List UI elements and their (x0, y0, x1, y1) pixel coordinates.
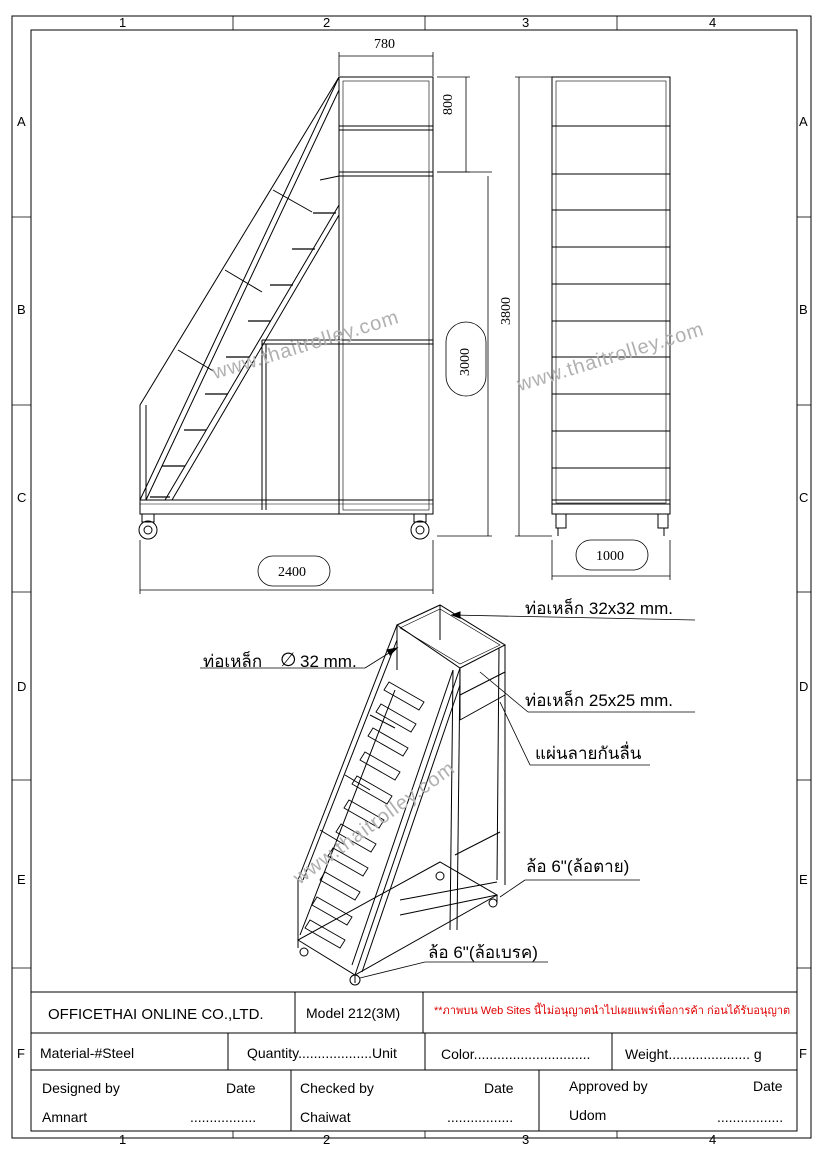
watermark-side-view: www.thaitrolley.com (209, 306, 402, 385)
checked-by-name: Chaiwat (300, 1109, 351, 1125)
approved-by-name: Udom (569, 1107, 607, 1123)
grid-row-b-left: B (17, 302, 26, 317)
model-label: Model 212(3M) (306, 1005, 401, 1021)
designed-date-label: Date (226, 1080, 256, 1096)
grid-row-f-right: F (799, 1046, 807, 1061)
dim-total-length: 2400 (278, 565, 306, 580)
watermark-iso-view: www.thaitrolley.com (289, 757, 460, 889)
color-field: Color.............................. (441, 1046, 591, 1062)
grid-row-b-right: B (799, 302, 808, 317)
approved-date-label: Date (753, 1078, 783, 1094)
callout-tube-round-prefix: ท่อเหล็ก (203, 652, 263, 671)
approved-date-value: ................. (717, 1109, 784, 1125)
designed-by-label: Designed by (42, 1080, 120, 1096)
dim-top-height: 800 (441, 94, 456, 115)
diameter-icon: ∅ (280, 650, 297, 671)
callout-tube-25x25: ท่อเหล็ก 25x25 mm. (525, 691, 673, 710)
dim-total-height: 3800 (499, 297, 514, 325)
grid-row-e-left: E (17, 872, 26, 887)
grid-row-a-right: A (799, 114, 808, 129)
grid-col-2-bottom: 2 (323, 1132, 331, 1147)
grid-row-c-left: C (17, 490, 27, 505)
dim-side-width: 1000 (596, 549, 624, 564)
inner-frame (31, 30, 797, 1131)
callout-tube-round-size: 32 mm. (300, 652, 357, 671)
quantity-field: Quantity...................Unit (247, 1045, 397, 1061)
grid-row-d-right: D (799, 679, 809, 694)
approved-by-label: Approved by (569, 1078, 648, 1094)
grid-col-1-top: 1 (119, 15, 127, 30)
checked-date-label: Date (484, 1080, 514, 1096)
grid-col-4-top: 4 (709, 15, 717, 30)
callout-wheel-fixed: ล้อ 6"(ล้อตาย) (526, 857, 630, 876)
checked-date-value: ................. (447, 1109, 514, 1125)
iso-view (200, 605, 695, 985)
watermark-front-view: www.thaitrolley.com (514, 318, 707, 397)
grid-row-d-left: D (17, 679, 27, 694)
grid-row-c-right: C (799, 490, 809, 505)
front-view (552, 77, 670, 536)
grid-col-3-bottom: 3 (522, 1132, 530, 1147)
company-name: OFFICETHAI ONLINE CO.,LTD. (48, 1006, 264, 1023)
material-field: Material-#Steel (40, 1045, 135, 1061)
callout-anti-slip: แผ่นลายกันลื่น (535, 744, 642, 763)
grid-col-1-bottom: 1 (119, 1132, 127, 1147)
dim-top-width: 780 (374, 37, 395, 52)
grid-col-4-bottom: 4 (709, 1132, 717, 1147)
checked-by-label: Checked by (300, 1080, 374, 1096)
callout-tube-32x32: ท่อเหล็ก 32x32 mm. (525, 599, 673, 618)
grid-row-a-left: A (17, 114, 26, 129)
dim-platform-height: 3000 (458, 348, 473, 376)
grid-col-3-top: 3 (522, 15, 530, 30)
callout-wheel-brake: ล้อ 6"(ล้อเบรค) (428, 943, 538, 962)
outer-frame (12, 16, 811, 1138)
designed-date-value: ................. (190, 1109, 257, 1125)
copyright-notice: **ภาพบน Web Sites นี้ไม่อนุญาตนำไปเผยแพร่เพื่อการค้า ก่อนได้รับอนุญาต (434, 1005, 791, 1017)
designed-by-name: Amnart (42, 1109, 88, 1125)
grid-row-f-left: F (17, 1046, 25, 1061)
grid-row-e-right: E (799, 872, 808, 887)
grid-col-2-top: 2 (323, 15, 331, 30)
dimension-lines (140, 52, 670, 594)
weight-field: Weight..................... g (625, 1046, 762, 1062)
grid-ticks (12, 16, 811, 1138)
